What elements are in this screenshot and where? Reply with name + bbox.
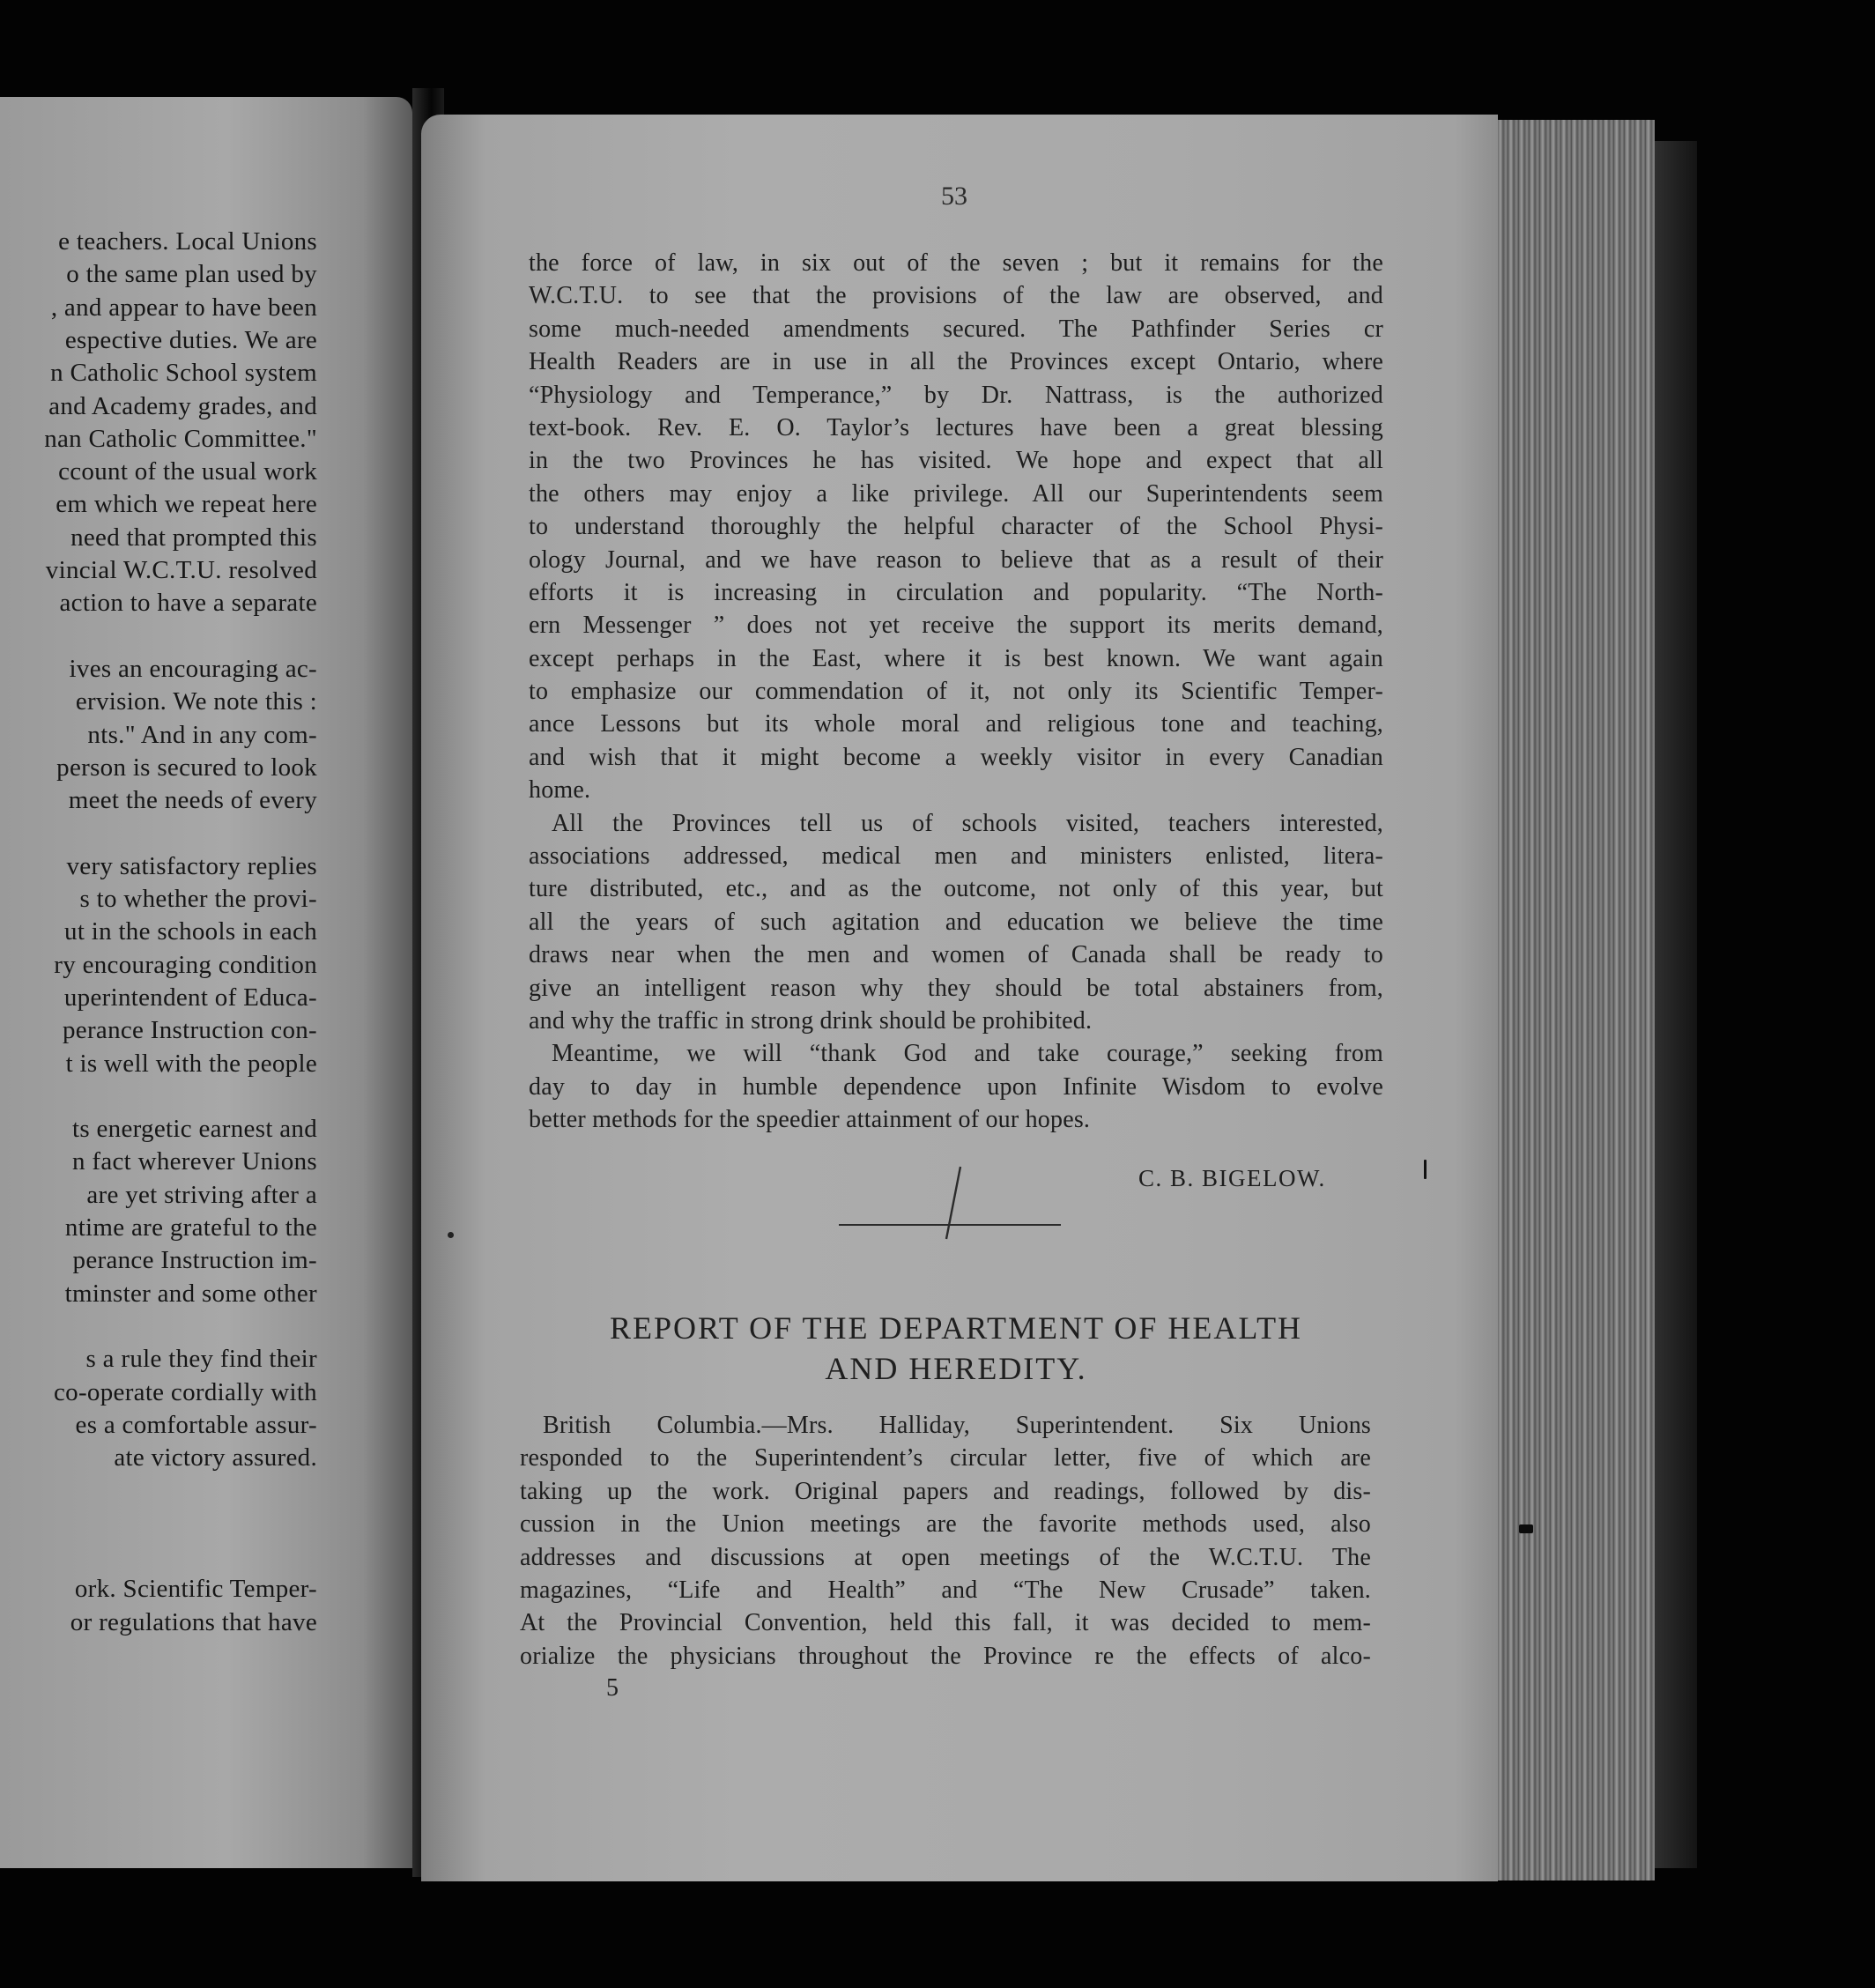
text-line: to emphasize our commendation of it, not only its Scientific Temper-: [529, 678, 1383, 706]
facing-page-line: e teachers. Local Unions: [58, 227, 317, 256]
facing-page-line: are yet striving after a: [86, 1180, 317, 1209]
facing-page-line: perance Instruction con-: [62, 1016, 317, 1045]
text-line: home.: [529, 776, 591, 805]
signature-mark: 5: [606, 1674, 619, 1702]
facing-page-line: tminster and some other: [64, 1279, 317, 1308]
text-line: and wish that it might become a weekly visitor in every Canadian: [529, 743, 1383, 771]
text-line: ology Journal, and we have reason to believe that as a result of their: [529, 545, 1383, 574]
text-line: Health Readers are in use in all the Provinces except Ontario, where: [529, 348, 1383, 376]
facing-page-line: nan Catholic Committee.": [44, 424, 317, 453]
section-heading-continued: AND HEREDITY.: [825, 1351, 1087, 1386]
text-line: W.C.T.U. to see that the provisions of the law are observed, and: [529, 282, 1383, 310]
report-text: [520, 1409, 1371, 1673]
text-line: draws near when the men and women of Canada shall be ready to: [529, 941, 1383, 969]
facing-page-line: n Catholic School system: [50, 359, 317, 388]
text-line: British Columbia.—Mrs. Halliday, Superintendent. Six Unions: [543, 1412, 1371, 1439]
section-heading: REPORT OF THE DEPARTMENT OF HEALTH: [609, 1310, 1303, 1346]
text-line: ance Lessons but its whole moral and religious tone and teaching,: [529, 710, 1383, 738]
facing-page-line: ts energetic earnest and: [71, 1115, 317, 1144]
facing-page-line: or regulations that have: [70, 1607, 317, 1636]
facing-page-left: [0, 97, 412, 1868]
text-line: addresses and discussions at open meetings of the W.C.T.U. The: [520, 1543, 1371, 1571]
text-line: in the two Provinces he has visited. We hope and expect that all: [529, 447, 1383, 475]
scan-speck: [1519, 1524, 1533, 1533]
text-line: efforts it is increasing in circulation and popularity. “The North-: [529, 578, 1383, 606]
facing-page-line: , and appear to have been: [50, 293, 317, 322]
text-line: the others may enjoy a like privilege. All our Superintendents seem: [529, 479, 1383, 508]
text-line: to understand thoroughly the helpful character of the School Physi-: [529, 513, 1383, 541]
closing-rule: [835, 1154, 1064, 1242]
facing-page-line: nts." And in any com-: [87, 720, 317, 749]
scan-speck: [448, 1232, 454, 1238]
facing-page-line: ut in the schools in each: [64, 917, 317, 946]
text-line: better methods for the speedier attainment of our hopes.: [529, 1106, 1091, 1134]
facing-page-line: co-operate cordially with: [54, 1377, 317, 1406]
facing-page-line: es a comfortable assur-: [75, 1410, 317, 1439]
text-line: text-book. Rev. E. O. Taylor’s lectures have been a great blessing: [529, 413, 1383, 441]
facing-page-line: action to have a separate: [59, 589, 317, 618]
facing-page-line: person is secured to look: [56, 753, 317, 782]
text-line: At the Provincial Convention, held this fall, it was decided to mem-: [520, 1609, 1371, 1637]
facing-page-line: s a rule they find their: [85, 1345, 317, 1374]
text-line: orialize the physicians throughout the Province re the effects of alco-: [520, 1642, 1371, 1670]
text-line: day to day in humble dependence upon Infinite Wisdom to evolve: [529, 1072, 1383, 1101]
text-line: taking up the work. Original papers and readings, followed by dis-: [520, 1477, 1371, 1505]
text-line: magazines, “Life and Health” and “The New Crusade” taken.: [520, 1576, 1371, 1604]
facing-page-line: ate victory assured.: [114, 1443, 317, 1472]
facing-page-line: ives an encouraging ac-: [69, 654, 317, 683]
text-line: and why the traffic in strong drink should be prohibited.: [529, 1006, 1093, 1035]
facing-page-line: perance Instruction im-: [72, 1246, 317, 1275]
scan-speck: [1424, 1160, 1427, 1179]
text-line: the force of law, in six out of the seven ; but it remains for the: [529, 249, 1383, 277]
body-text: [529, 247, 1383, 1137]
facing-page-line: ork. Scientific Temper-: [74, 1575, 317, 1604]
facing-page-line: meet the needs of every: [68, 786, 317, 815]
facing-page-line: and Academy grades, and: [48, 391, 317, 420]
text-line: give an intelligent reason why they should be total abstainers from,: [529, 974, 1383, 1002]
facing-page-line: ntime are grateful to the: [64, 1213, 317, 1242]
book-cover-edge: [1655, 141, 1697, 1868]
text-line: some much-needed amendments secured. The Pathfinder Series cr: [529, 315, 1383, 343]
facing-page-line: very satisfactory replies: [66, 851, 317, 880]
signature: C. B. BIGELOW.: [1138, 1165, 1326, 1191]
text-line: cussion in the Union meetings are the favorite methods used, also: [520, 1510, 1371, 1539]
page-stack-edge: [1498, 120, 1655, 1880]
facing-page-line: s to whether the provi-: [79, 885, 317, 913]
facing-page-line: em which we repeat here: [56, 490, 317, 519]
text-line: associations addressed, medical men and ministers enlisted, litera-: [529, 842, 1383, 871]
facing-page-line: need that prompted this: [70, 523, 317, 552]
facing-page-line: o the same plan used by: [66, 260, 317, 289]
text-line: ture distributed, etc., and as the outcome, not only of this year, but: [529, 875, 1383, 903]
facing-page-line: n fact wherever Unions: [72, 1147, 317, 1176]
facing-page-line: ry encouraging condition: [54, 950, 317, 979]
text-line: “Physiology and Temperance,” by Dr. Nattrass, is the authorized: [529, 381, 1383, 409]
text-line: except perhaps in the East, where it is best known. We want again: [529, 644, 1383, 672]
facing-page-line: ervision. We note this :: [75, 687, 317, 716]
text-line: ern Messenger ” does not yet receive the support its merits demand,: [529, 612, 1383, 640]
facing-page-line: uperintendent of Educa-: [63, 983, 317, 1012]
text-line: responded to the Superintendent’s circular letter, five of which are: [520, 1444, 1371, 1472]
facing-page-line: t is well with the people: [65, 1049, 317, 1078]
page-number: 53: [941, 182, 967, 211]
text-line: all the years of such agitation and education we believe the time: [529, 908, 1383, 936]
text-line: All the Provinces tell us of schools visited, teachers interested,: [552, 809, 1383, 837]
text-line: Meantime, we will “thank God and take courage,” seeking from: [552, 1040, 1383, 1068]
facing-page-line: ccount of the usual work: [58, 457, 317, 486]
facing-page-line: vincial W.C.T.U. resolved: [45, 556, 317, 584]
facing-page-line: espective duties. We are: [64, 325, 317, 354]
